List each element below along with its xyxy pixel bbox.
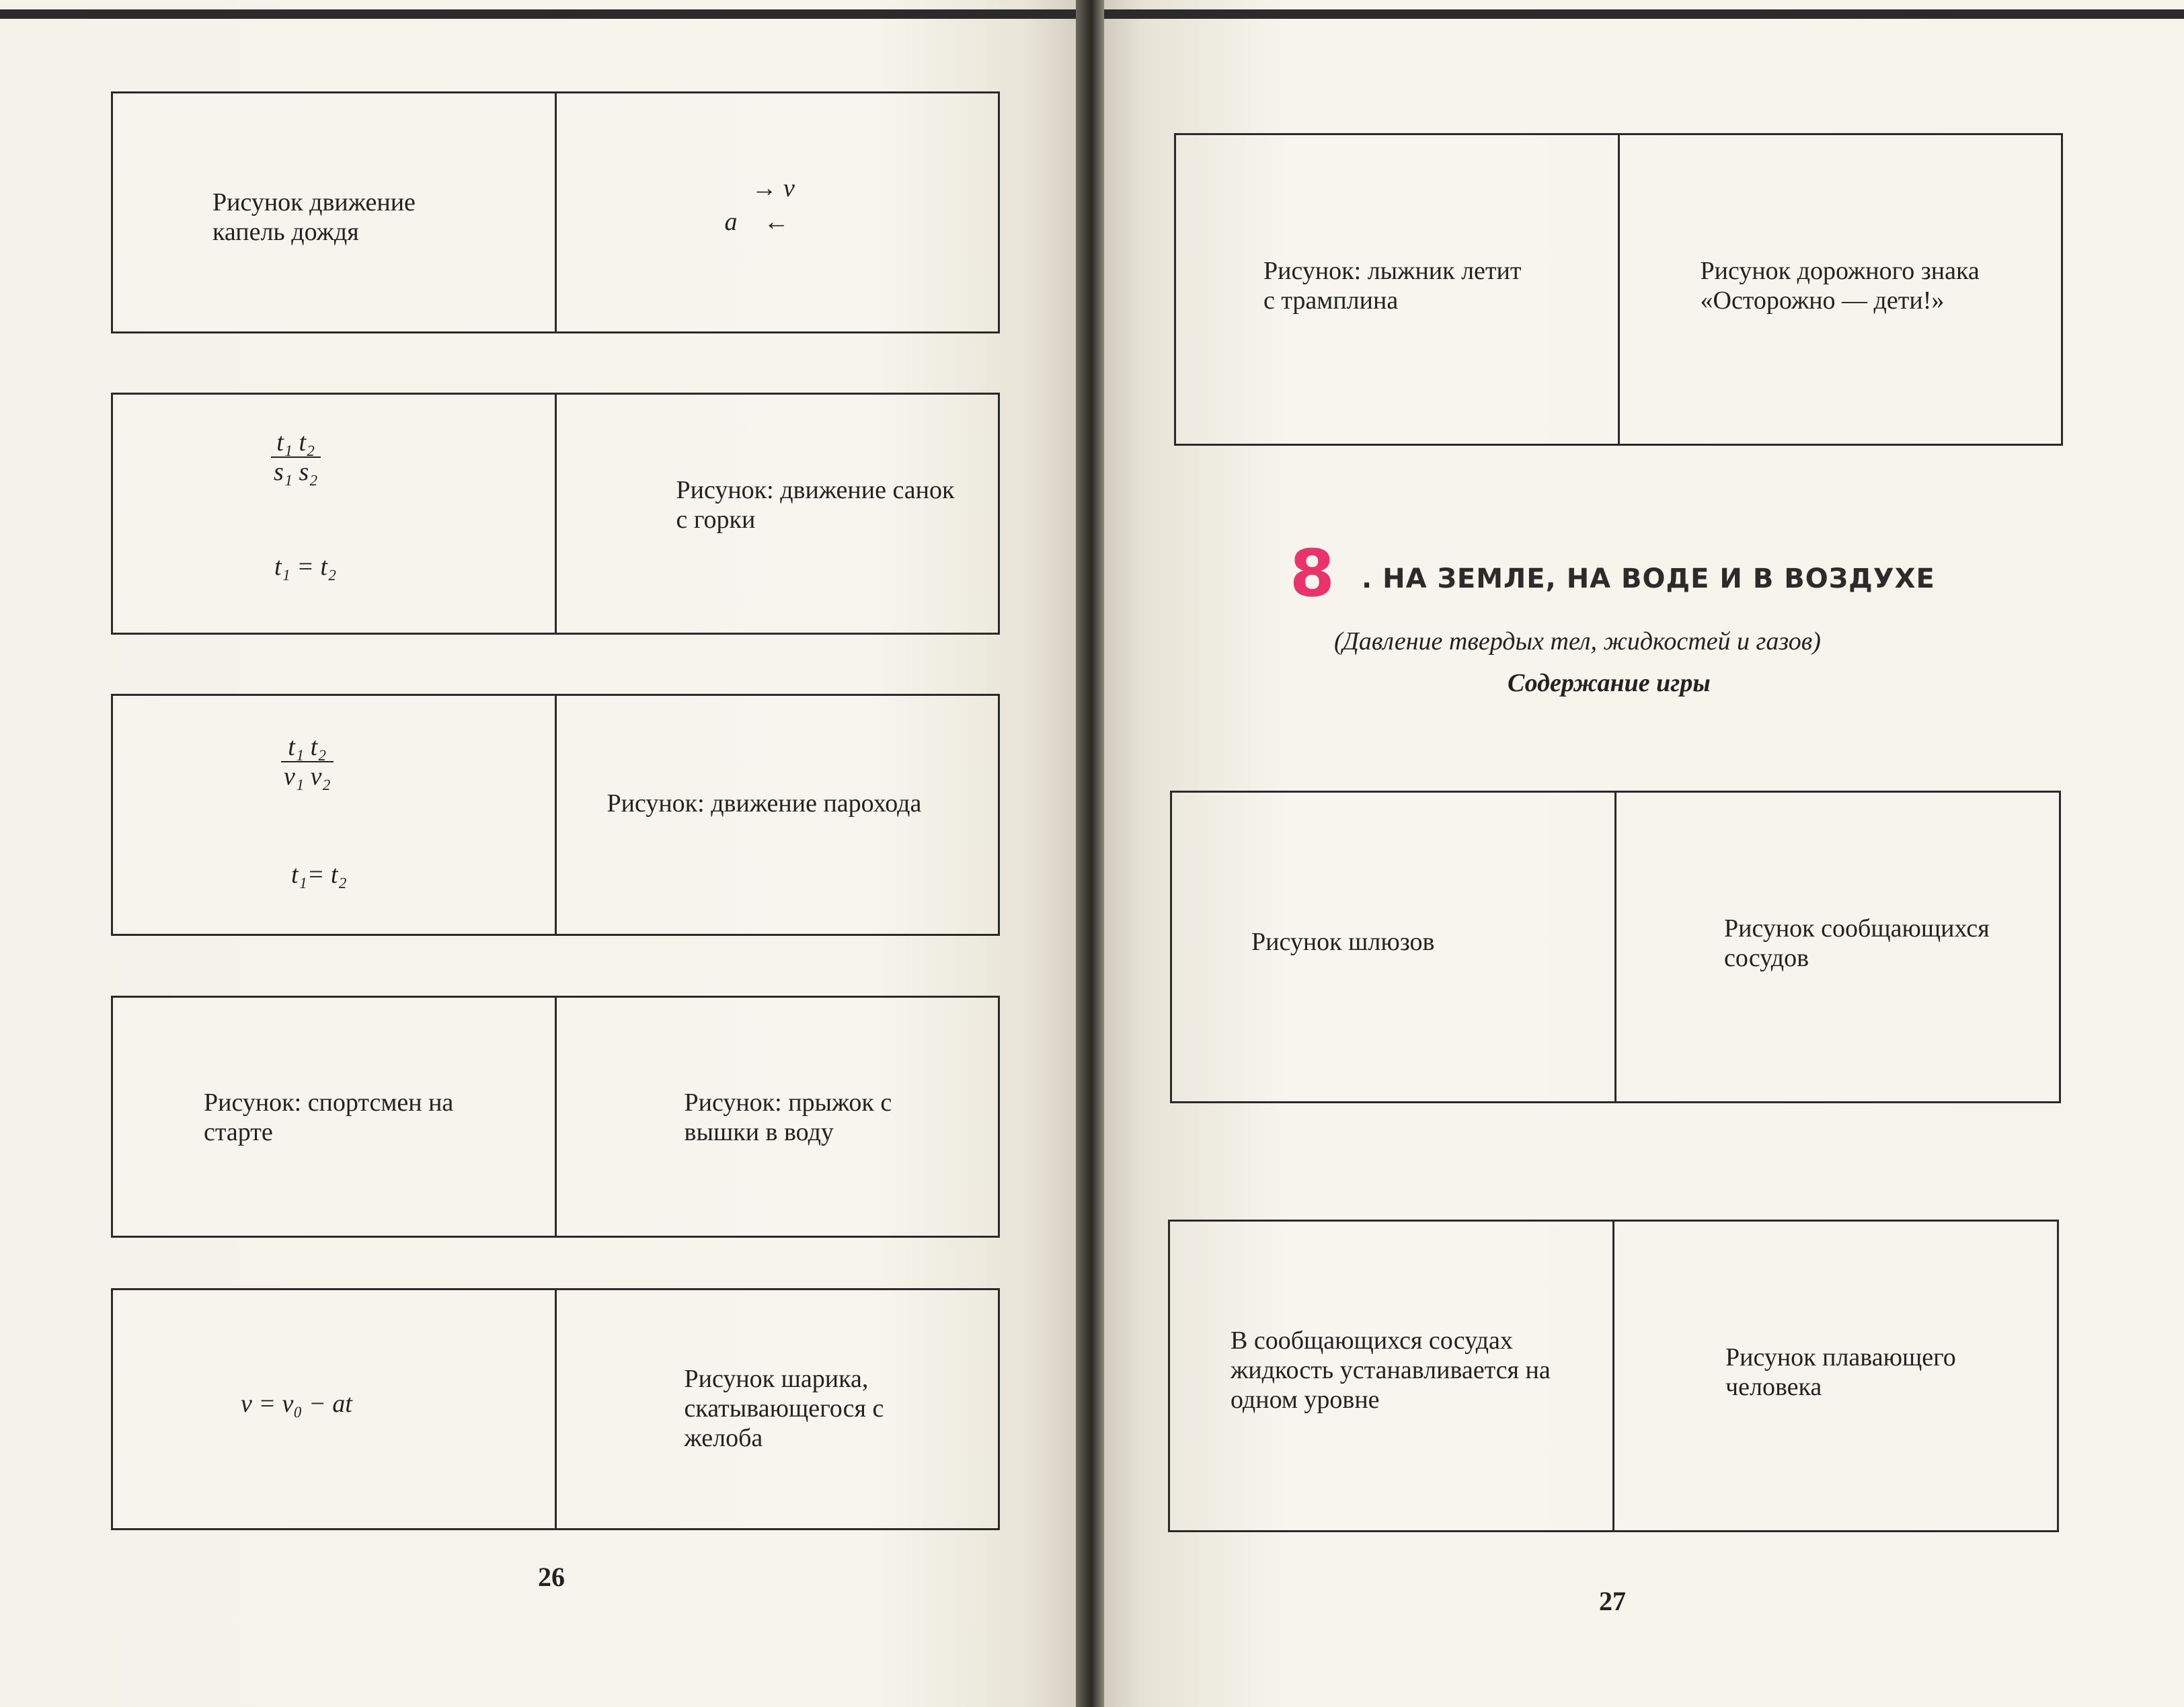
top-shadow-right [1103, 9, 2184, 19]
card-cell-right [1618, 135, 2062, 444]
card-text: Рисунок дорожного знака «Осторожно — дети!» [1700, 257, 1980, 315]
formula: v = v₀ − at [241, 1390, 352, 1418]
book-spine [1076, 0, 1104, 1707]
domino-card-1 [111, 91, 1000, 333]
card-text: Рисунок плавающего человека [1725, 1343, 1956, 1401]
fraction [281, 733, 334, 791]
domino-card-7 [1170, 791, 2061, 1103]
chapter-number: 8 [1290, 536, 1335, 611]
page-number: 26 [538, 1562, 565, 1592]
domino-card-8 [1168, 1220, 2059, 1532]
card-cell-right [555, 1290, 999, 1528]
chapter-title: . НА ЗЕМЛЕ, НА ВОДЕ И В ВОЗДУХЕ [1362, 563, 1935, 594]
card-text: Рисунок шлюзов [1251, 928, 1435, 956]
card-cell-right [555, 395, 999, 633]
card-cell-left [113, 998, 555, 1236]
card-cell-left [1172, 793, 1614, 1101]
domino-card-5 [111, 1288, 1000, 1530]
domino-card-2 [111, 393, 1000, 635]
card-cell-left [113, 1290, 555, 1528]
card-text: Рисунок: движение санок с горки [676, 476, 955, 534]
card-cell-left [113, 395, 555, 633]
fraction-numerator: t₁ t₂ [281, 733, 334, 762]
card-text: Рисунок сообщающихся сосудов [1724, 914, 1990, 972]
card-cell-right [555, 696, 999, 934]
fraction-denominator: s₁ s₂ [274, 458, 318, 486]
card-cell-left [113, 696, 555, 934]
top-shadow-left [0, 9, 1076, 19]
domino-card-6 [1174, 133, 2063, 446]
card-text: Рисунок: лыжник летит с трамплина [1263, 257, 1522, 315]
card-cell-right [1614, 793, 2059, 1101]
card-cell-right [555, 998, 999, 1236]
card-text: Рисунок: движение парохода [607, 789, 922, 818]
card-cell-left [113, 93, 555, 331]
page-number: 27 [1599, 1586, 1626, 1616]
chapter-subtitle: (Давление твердых тел, жидкостей и газов) [1334, 627, 1821, 656]
equation: t₁= t₂ [291, 861, 347, 889]
card-cell-right [555, 93, 999, 331]
vector-v: → v⃗ [751, 174, 815, 202]
card-cell-left [1176, 135, 1618, 444]
content-heading: Содержание игры [1508, 669, 1711, 697]
fraction-denominator: v₁ v₂ [284, 762, 331, 791]
card-cell-left [1170, 1222, 1612, 1530]
card-text: В сообщающихся сосудах жидкость устанавливается на одном уровне [1231, 1326, 1551, 1414]
card-text: Рисунок шарика, скатывающегося с желоба [684, 1365, 884, 1452]
fraction-numerator: t₁ t₂ [271, 428, 321, 458]
card-text: Рисунок: прыжок с вышки в воду [684, 1088, 892, 1146]
domino-card-4 [111, 996, 1000, 1238]
fraction [271, 428, 321, 486]
card-text: Рисунок: спортсмен на старте [204, 1088, 454, 1146]
card-text: Рисунок движение капель дождя [212, 188, 416, 246]
equation: t₁ = t₂ [274, 553, 337, 581]
card-cell-right [1612, 1222, 2057, 1530]
vector-a: a⃗ ← [724, 208, 789, 236]
domino-card-3 [111, 694, 1000, 936]
